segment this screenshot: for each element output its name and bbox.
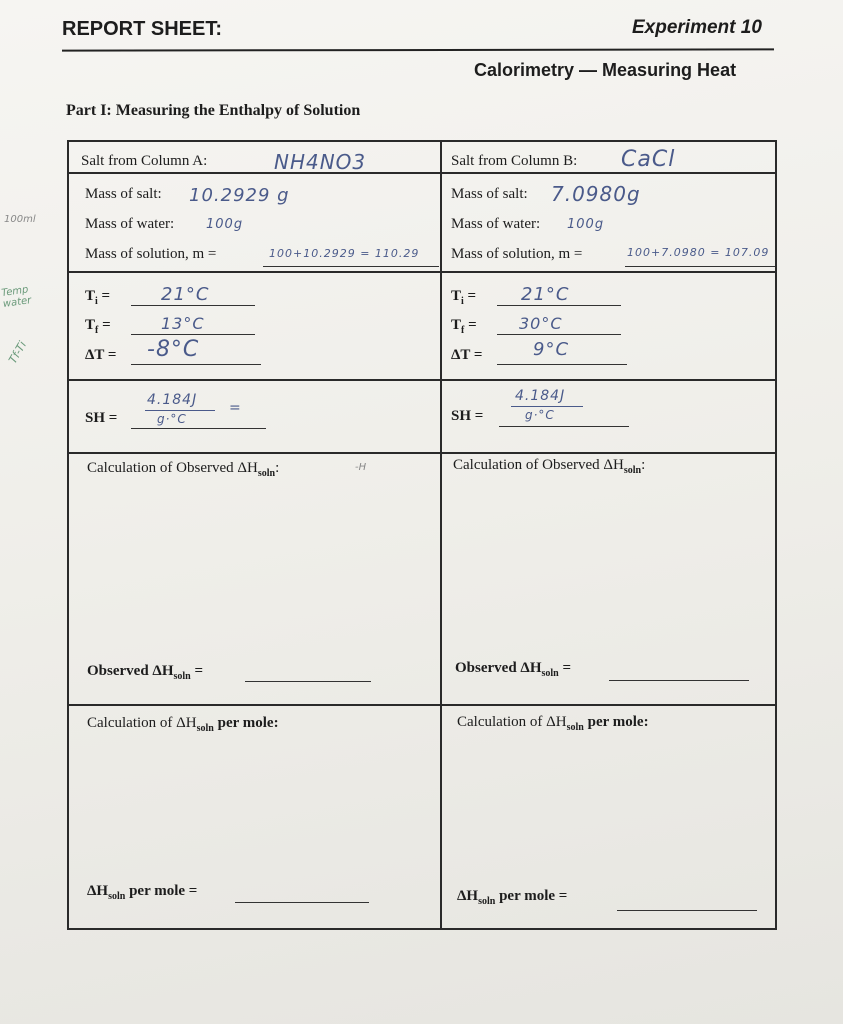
calc-per-mole-a-label: Calculation of $\Delta H_{soln}$ per mole: bbox=[87, 715, 279, 734]
sh-a-blank bbox=[131, 428, 266, 429]
tf-b-value: 30°C bbox=[519, 314, 563, 333]
row-divider-mass bbox=[69, 271, 775, 273]
dt-a-label: ΔT = bbox=[85, 347, 117, 363]
data-table bbox=[67, 140, 777, 930]
mass-solution-b-label: Mass of solution, m = bbox=[451, 246, 583, 262]
dt-a-value: -8°C bbox=[147, 337, 200, 362]
mass-salt-b-value: 7.0980g bbox=[551, 182, 641, 206]
sh-a-label: SH = bbox=[85, 410, 118, 426]
calc-scribble: -H bbox=[355, 462, 367, 473]
ti-b-value: 21°C bbox=[521, 284, 570, 305]
mass-salt-a-label: Mass of salt: bbox=[85, 186, 162, 202]
mass-water-a-value: 100g bbox=[206, 217, 244, 232]
mass-solution-b-value: 100+7.0980 = 107.09 bbox=[627, 246, 770, 259]
mass-water-b-value: 100g bbox=[567, 217, 605, 232]
row-divider-sh bbox=[69, 452, 775, 454]
margin-note-water-ml: 100ml bbox=[4, 214, 36, 225]
row-divider-temp bbox=[69, 379, 775, 381]
row-divider-observed bbox=[69, 704, 775, 706]
ti-b-blank bbox=[497, 305, 621, 306]
per-mole-a-label: $\Delta H_{soln}$ per mole = bbox=[87, 883, 198, 902]
sh-a-fraction-bar bbox=[145, 410, 215, 411]
salt-b-value: CaCl bbox=[621, 147, 676, 172]
experiment-number: Experiment 10 bbox=[632, 17, 762, 38]
mass-solution-a-value: 100+10.2929 = 110.29 bbox=[269, 247, 420, 260]
tf-a-blank bbox=[131, 334, 255, 335]
dt-b-blank bbox=[497, 364, 627, 365]
calc-observed-b-label: Calculation of Observed $\Delta H_{soln}$: bbox=[453, 457, 646, 476]
per-mole-b-label: $\Delta H_{soln}$ per mole = bbox=[457, 888, 568, 907]
margin-note-temp-water: Temp water bbox=[0, 284, 33, 310]
dt-b-label: ΔT = bbox=[451, 347, 483, 363]
dt-a-blank bbox=[131, 364, 261, 365]
mass-solution-a-label: Mass of solution, m = bbox=[85, 246, 217, 262]
tf-b-label: $T_f$ = bbox=[451, 317, 477, 336]
observed-b-blank bbox=[609, 680, 749, 681]
mass-solution-b-blank bbox=[625, 266, 775, 267]
observed-b-label: Observed $\Delta H_{soln}$ = bbox=[455, 660, 572, 679]
ti-a-label: $T_i$ = bbox=[85, 288, 111, 307]
sh-b-numerator: 4.184J bbox=[515, 388, 566, 404]
dt-b-value: 9°C bbox=[533, 339, 570, 360]
mass-water-b-label: Mass of water: bbox=[451, 216, 541, 232]
per-mole-b-blank bbox=[617, 910, 757, 911]
salt-a-value: NH4NO3 bbox=[274, 150, 367, 174]
sh-a-denominator: g·°C bbox=[157, 412, 187, 426]
column-divider bbox=[440, 142, 442, 928]
calc-per-mole-b-label: Calculation of $\Delta H_{soln}$ per mole: bbox=[457, 714, 649, 733]
calc-observed-a-label: Calculation of Observed $\Delta H_{soln}$: bbox=[87, 460, 280, 479]
tf-b-blank bbox=[497, 334, 621, 335]
ti-b-label: $T_i$ = bbox=[451, 288, 477, 307]
part-title: Part I: Measuring the Enthalpy of Solution bbox=[66, 102, 361, 119]
report-sheet-title: REPORT SHEET: bbox=[62, 18, 223, 40]
header-rule bbox=[62, 48, 774, 51]
per-mole-a-blank bbox=[235, 902, 369, 903]
ti-a-value: 21°C bbox=[161, 284, 210, 305]
mass-salt-b-label: Mass of salt: bbox=[451, 186, 528, 202]
tf-a-label: $T_f$ = bbox=[85, 317, 111, 336]
experiment-subtitle: Calorimetry — Measuring Heat bbox=[474, 60, 737, 80]
ti-a-blank bbox=[131, 305, 255, 306]
margin-note-tf-ti: Tf-Ti bbox=[6, 339, 30, 366]
observed-a-blank bbox=[245, 681, 371, 682]
observed-a-label: Observed $\Delta H_{soln}$ = bbox=[87, 663, 204, 682]
mass-solution-a-blank bbox=[263, 266, 439, 267]
salt-a-label: Salt from Column A: bbox=[81, 153, 208, 169]
sh-b-label: SH = bbox=[451, 408, 484, 424]
salt-b-label: Salt from Column B: bbox=[451, 153, 578, 169]
row-divider-salt bbox=[69, 172, 775, 174]
mass-salt-a-value: 10.2929 g bbox=[189, 185, 290, 206]
sh-a-numerator: 4.184J bbox=[147, 392, 198, 408]
sh-a-equals: = bbox=[229, 400, 242, 416]
tf-a-value: 13°C bbox=[161, 314, 205, 333]
sh-b-fraction-bar bbox=[511, 406, 583, 407]
mass-water-a-label: Mass of water: bbox=[85, 216, 175, 232]
sh-b-denominator: g·°C bbox=[525, 408, 555, 422]
sh-b-blank bbox=[499, 426, 629, 427]
